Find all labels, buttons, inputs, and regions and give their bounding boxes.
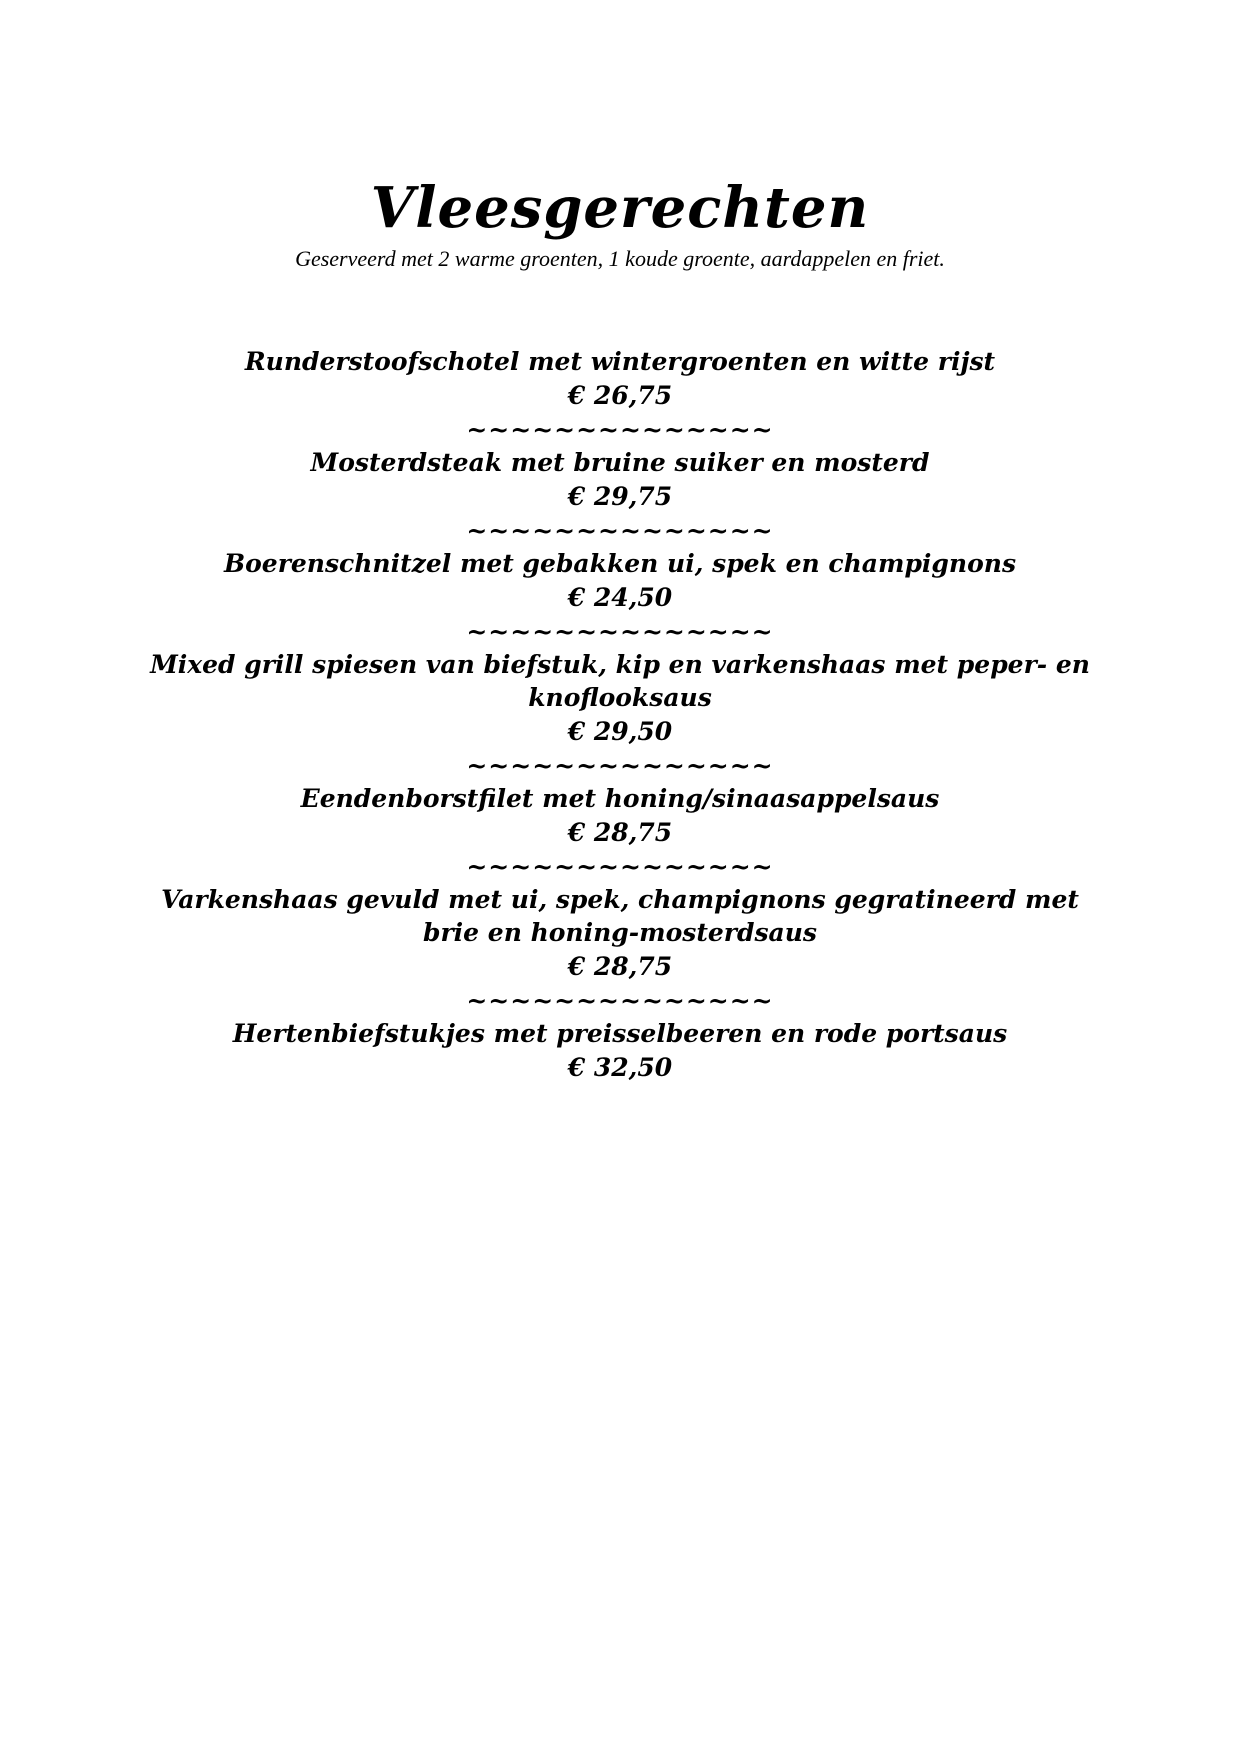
dish-price: € 32,50	[567, 1053, 673, 1082]
dish-item	[0, 883, 1240, 984]
dish-list	[0, 345, 1240, 1085]
dish-name: Boerenschnitzel met gebakken ui, spek en champignons	[223, 549, 1017, 578]
dish-price: € 29,75	[567, 482, 673, 511]
separator: ~~~~~~~~~~~~~~	[466, 751, 774, 780]
separator: ~~~~~~~~~~~~~~	[466, 516, 774, 545]
dish-price: € 28,75	[567, 818, 673, 847]
dish-price: € 26,75	[567, 381, 673, 410]
dish-name: Hertenbiefstukjes met preisselbeeren en rode portsaus	[232, 1019, 1008, 1048]
dish-price: € 28,75	[567, 952, 673, 981]
dish-name: Mixed grill spiesen van biefstuk, kip en varkenshaas met peper- en knoflooksaus	[150, 650, 1090, 712]
dish-item	[0, 782, 1240, 850]
dish-item	[0, 345, 1240, 413]
page-subtitle: Geserveerd met 2 warme groenten, 1 koude groente, aardappelen en friet.	[295, 246, 945, 271]
dish-price: € 29,50	[567, 717, 673, 746]
separator: ~~~~~~~~~~~~~~	[466, 986, 774, 1015]
dish-name: Runderstoofschotel met wintergroenten en witte rijst	[244, 347, 996, 376]
separator: ~~~~~~~~~~~~~~	[466, 617, 774, 646]
dish-name: Varkenshaas gevuld met ui, spek, champignons gegratineerd met brie en honing-mosterdsaus	[161, 885, 1079, 947]
dish-item	[0, 648, 1240, 749]
page-title: Vleesgerechten	[370, 175, 870, 241]
dish-item	[0, 446, 1240, 514]
dish-price: € 24,50	[567, 583, 673, 612]
dish-name: Mosterdsteak met bruine suiker en mosterd	[310, 448, 930, 477]
separator: ~~~~~~~~~~~~~~	[466, 415, 774, 444]
dish-item	[0, 547, 1240, 615]
dish-name: Eendenborstfilet met honing/sinaasappelsaus	[300, 784, 940, 813]
separator: ~~~~~~~~~~~~~~	[466, 852, 774, 881]
dish-item	[0, 1017, 1240, 1085]
